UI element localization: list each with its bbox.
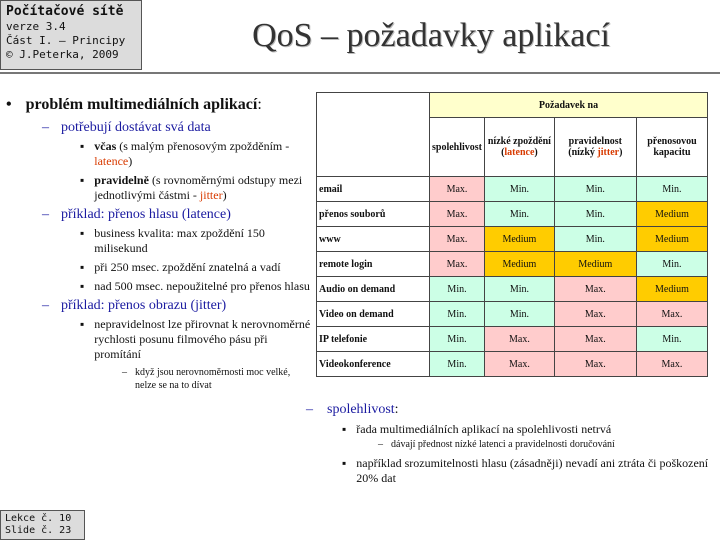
table-cell: Medium — [485, 252, 555, 277]
table-cell: Max. — [554, 302, 636, 327]
slide-number-box — [0, 510, 85, 540]
table-cell: Max. — [430, 177, 485, 202]
table-cell: Max. — [636, 302, 707, 327]
table-cell: Min. — [430, 302, 485, 327]
table-cell: Min. — [636, 252, 707, 277]
table-cell: Max. — [554, 277, 636, 302]
table-row — [317, 177, 708, 202]
sub-bullet: – spolehlivost: — [306, 402, 399, 417]
table-cell: Max. — [636, 352, 707, 377]
title-divider — [0, 72, 720, 74]
slide-number: Slide č. 23 — [5, 525, 72, 536]
column-header: nízké zpoždění (latence) — [485, 118, 555, 177]
group-header: Požadavek na — [430, 93, 708, 118]
table-cell: Min. — [485, 177, 555, 202]
bullet-dot: • — [6, 96, 12, 113]
table-cell: Min. — [554, 227, 636, 252]
course-author: © J.Peterka, 2009 — [6, 48, 119, 61]
row-label: IP telefonie — [317, 327, 430, 352]
row-label: remote login — [317, 252, 430, 277]
table-cell: Min. — [430, 352, 485, 377]
table-body — [317, 177, 708, 377]
sub-bullet: – příklad: přenos obrazu (jitter) — [42, 298, 227, 313]
table-cell: Min. — [636, 177, 707, 202]
point-bullet: ▪ nad 500 msec. nepoužitelné pro přenos hlasu — [80, 279, 310, 293]
left-bullets — [6, 96, 311, 396]
table-cell: Max. — [554, 327, 636, 352]
course-version: verze 3.4 — [6, 20, 66, 33]
table-row — [317, 277, 708, 302]
table-cell: Min. — [430, 277, 485, 302]
row-label: Audio on demand — [317, 277, 430, 302]
table-row — [317, 302, 708, 327]
lesson-number: Lekce č. 10 — [5, 513, 72, 524]
row-label: www — [317, 227, 430, 252]
table-row — [317, 327, 708, 352]
detail-bullet: – když jsou nerovnoměrnosti moc velké, nelze se na to dívat — [122, 367, 291, 391]
point-bullet: ▪ například srozumitelnosti hlasu (zásadněji) nevadí ani ztráta či poškození 20% dat — [342, 456, 709, 485]
table-cell: Medium — [485, 227, 555, 252]
table-cell: Min. — [554, 177, 636, 202]
point-bullet: ▪ při 250 msec. zpoždění znatelná a vadí — [80, 260, 281, 274]
requirements-table — [316, 92, 708, 377]
point-bullet: ▪ pravidelně (s rovnoměrnými odstupy mezi jednotlivými částmi - jitter) — [80, 173, 303, 202]
table-cell: Max. — [485, 327, 555, 352]
table-cell: Medium — [554, 252, 636, 277]
course-name: Počítačové sítě — [6, 4, 124, 19]
row-label: email — [317, 177, 430, 202]
main-bullet: • problém multimediálních aplikací: — [6, 96, 262, 113]
table-row — [317, 252, 708, 277]
slide-title: QoS – požadavky aplikací — [252, 17, 610, 54]
table-cell: Min. — [485, 277, 555, 302]
point-bullet: ▪ včas (s malým přenosovým zpožděním - latence) — [80, 139, 290, 168]
course-info-box — [0, 0, 142, 70]
row-label: přenos souborů — [317, 202, 430, 227]
table-cell: Min. — [485, 202, 555, 227]
sub-bullet: – příklad: přenos hlasu (latence) — [42, 207, 231, 222]
course-part: Část I. – Principy — [6, 34, 126, 47]
reliability-section — [306, 402, 716, 488]
row-label: Videokonference — [317, 352, 430, 377]
table-cell: Min. — [636, 327, 707, 352]
table-cell: Max. — [485, 352, 555, 377]
column-header: spolehlivost — [430, 118, 485, 177]
table-cell: Max. — [430, 202, 485, 227]
table-cell: Max. — [430, 227, 485, 252]
column-header: pravidelnost (nízký jitter) — [554, 118, 636, 177]
point-bullet: ▪ nepravidelnost lze přirovnat k nerovnoměrné rychlosti posunu filmového pásu při promítání — [80, 317, 311, 361]
table-cell: Medium — [636, 227, 707, 252]
table-row — [317, 227, 708, 252]
table-cell: Medium — [636, 277, 707, 302]
point-bullet: ▪ řada multimediálních aplikací na spolehlivosti netrvá — [342, 422, 612, 436]
main-heading: problém multimediálních aplikací — [25, 96, 258, 113]
row-label: Video on demand — [317, 302, 430, 327]
column-header: přenosovou kapacitu — [636, 118, 707, 177]
table-cell: Min. — [485, 302, 555, 327]
table-row — [317, 352, 708, 377]
table-cell: Max. — [554, 352, 636, 377]
table-cell: Min. — [554, 202, 636, 227]
table-cell: Min. — [430, 327, 485, 352]
table-cell: Max. — [430, 252, 485, 277]
sub-bullet: – potřebují dostávat svá data — [42, 120, 211, 135]
table-row — [317, 202, 708, 227]
table-corner — [317, 93, 430, 177]
detail-bullet: – dávají přednost nízké latenci a pravidelnosti doručování — [378, 439, 615, 450]
table-cell: Medium — [636, 202, 707, 227]
point-bullet: ▪ business kvalita: max zpoždění 150 milisekund — [80, 226, 265, 255]
